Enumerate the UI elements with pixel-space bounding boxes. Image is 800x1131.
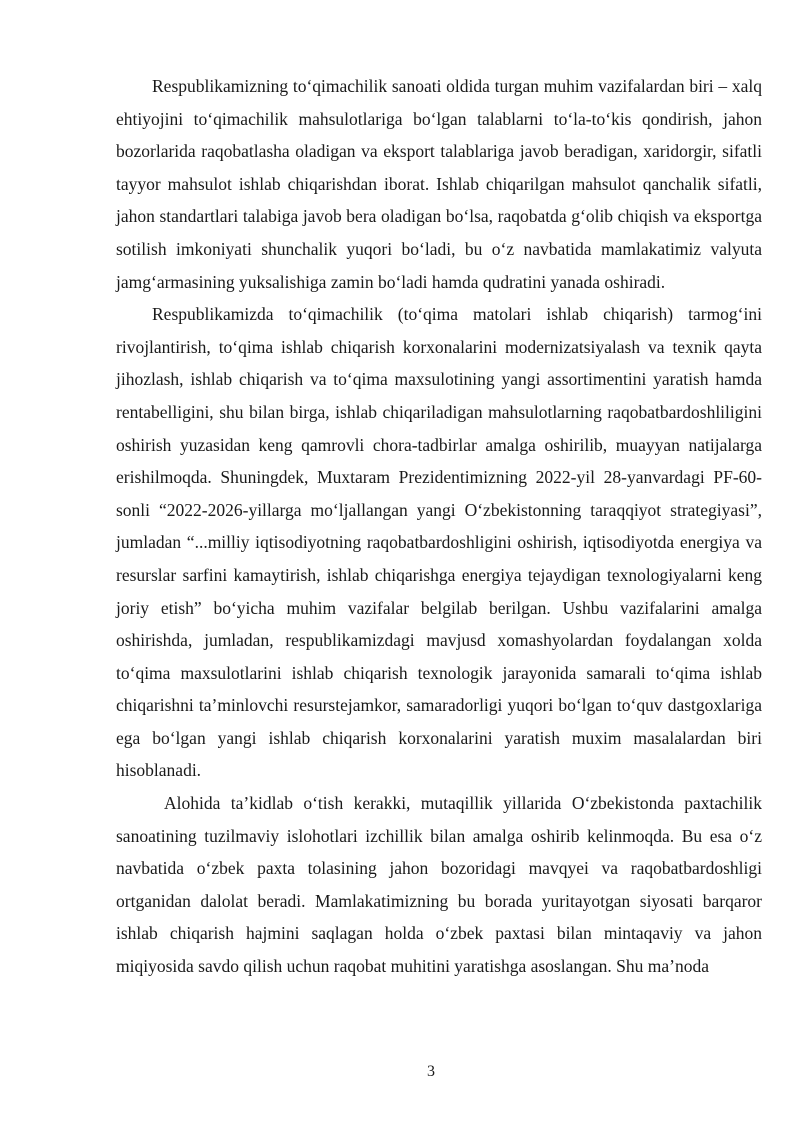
paragraph-1: Respublikamizning to‘qimachilik sanoati oldida turgan muhim vazifalardan biri – xalq ehtiyojini to‘qimachilik mahsulotlariga bo‘lgan talablarni to‘la-to‘kis qondirish, jahon bozorlarida raqobatlasha oladigan va eksport talablariga javob beradigan, xaridorgir, sifatli tayyor mahsulot ishlab chiqarishdan iborat. Ishlab chiqarilgan mahsulot qanchalik sifatli, jahon standartlari talabiga javob bera oladigan bo‘lsa, raqobatda g‘olib chiqish va eksportga sotilish imkoniyati shunchalik yuqori bo‘ladi, bu o‘z navbatida mamlakatimiz valyuta jamg‘armasining yuksalishiga zamin bo‘ladi hamda qudratini yanada oshiradi.: [116, 76, 762, 292]
paragraph-2: Respublikamizda to‘qimachilik (to‘qima matolari ishlab chiqarish) tarmog‘ini rivojlantirish, to‘qima ishlab chiqarish korxonalarini modernizatsiyalash va texnik qayta jihozlash, ishlab chiqarish va to‘qima maxsulotining yangi assortimentini yaratish hamda rentabelligini, shu bilan birga, ishlab chiqariladigan mahsulotlarning raqobatbardoshliligini oshirish yuzasidan keng qamrovli chora-tadbirlar amalga oshirilib, muayyan natijalarga erishilmoqda. Shuningdek, Muxtaram Prezidentimizning 2022-yil 28-yanvardagi PF-60-sonli “2022-2026-yillarga mo‘ljallangan yangi O‘zbekistonning taraqqiyot strategiyasi”, jumladan “...milliy iqtisodiyotning raqobatbardoshligini oshirish, iqtisodiyotda energiya va resurslar sarfini kamaytirish, ishlab chiqarishga energiya tejaydigan texnologiyalarni keng joriy etish” bo‘yicha muhim vazifalar belgilab berilgan. Ushbu vazifalarini amalga oshirishda, jumladan, respublikamizdagi mavjusd xomashyolardan foydalangan xolda to‘qima maxsulotlarini ishlab chiqarish texnologik jarayonida samarali to‘qima ishlab chiqarishni ta’minlovchi resurstejamkor, samaradorligi yuqori bo‘lgan to‘quv dastgoxlariga ega bo‘lgan yangi ishlab chiqarish korxonalarini yaratish muxim masalalardan biri hisoblanadi.: [116, 304, 762, 781]
body-text: [116, 70, 762, 983]
page-number: 3: [427, 1063, 435, 1080]
paragraph-3: Alohida ta’kidlab o‘tish kerakki, mutaqillik yillarida O‘zbekistonda paxtachilik sanoatining tuzilmaviy islohotlari izchillik bilan amalga oshirib kelinmoqda. Bu esa o‘z navbatida o‘zbek paxta tolasining jahon bozoridagi mavqyei va raqobatbardoshligi ortganidan dalolat beradi. Mamlakatimizning bu borada yuritayotgan siyosati barqaror ishlab chiqarish hajmini saqlagan holda o‘zbek paxtasi bilan mintaqaviy va jahon miqiyosida savdo qilish uchun raqobat muhitini yaratishga asoslangan. Shu ma’noda: [116, 793, 762, 977]
